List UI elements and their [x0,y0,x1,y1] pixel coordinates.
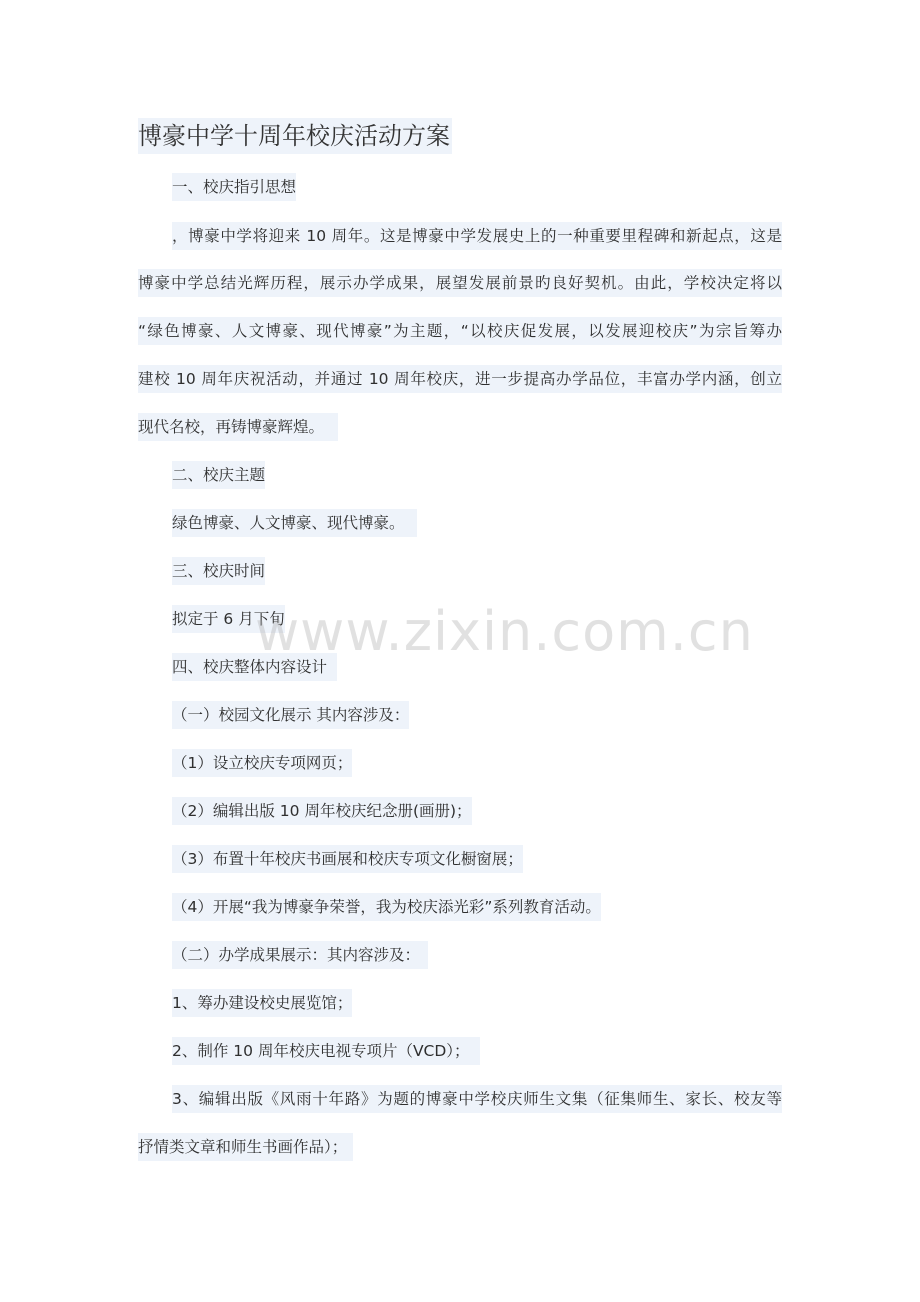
section-heading-3: 三、校庆时间 [172,557,265,585]
subsection-heading: （二）办学成果展示：其内容涉及： [172,941,428,969]
list-item: 2、制作 10 周年校庆电视专项片（VCD）； [172,1037,480,1065]
list-item: （3）布置十年校庆书画展和校庆专项文化橱窗展； [172,845,523,873]
list-item: （4）开展“我为博豪争荣誉，我为校庆添光彩”系列教育活动。 [172,893,601,921]
watermark: www.zixin.com.cn [255,600,754,663]
paragraph-line: ，博豪中学将迎来 10 周年。这是博豪中学发展史上的一种重要里程碑和新起点，这是 [172,222,782,250]
list-item-continuation: 抒情类文章和师生书画作品）； [138,1133,353,1161]
paragraph-line: 绿色博豪、人文博豪、现代博豪。 [172,509,417,537]
list-item: （2）编辑出版 10 周年校庆纪念册(画册)； [172,797,472,825]
paragraph-line: 博豪中学总结光辉历程，展示办学成果，展望发展前景旳良好契机。由此，学校决定将以 [138,269,782,297]
document-title: 博豪中学十周年校庆活动方案 [138,118,452,154]
section-heading-1: 一、校庆指引思想 [172,173,296,201]
list-item: 1、筹办建设校史展览馆； [172,989,352,1017]
subsection-heading: （一）校园文化展示 其内容涉及： [172,701,409,729]
section-heading-4: 四、校庆整体内容设计 [172,653,337,681]
paragraph-line: “绿色博豪、人文博豪、现代博豪”为主题，“以校庆促发展，以发展迎校庆”为宗旨筹办 [138,317,782,345]
paragraph-line: 建校 10 周年庆祝活动，并通过 10 周年校庆，进一步提高办学品位，丰富办学内涵，创立 [138,365,782,393]
list-item: 3、编辑出版《风雨十年路》为题的博豪中学校庆师生文集（征集师生、家长、校友等 [172,1085,782,1113]
section-heading-2: 二、校庆主题 [172,461,265,489]
paragraph-line: 现代名校，再铸博豪辉煌。 [138,413,338,441]
list-item: （1）设立校庆专项网页； [172,749,352,777]
paragraph-line: 拟定于 6 月下旬 [172,605,285,633]
